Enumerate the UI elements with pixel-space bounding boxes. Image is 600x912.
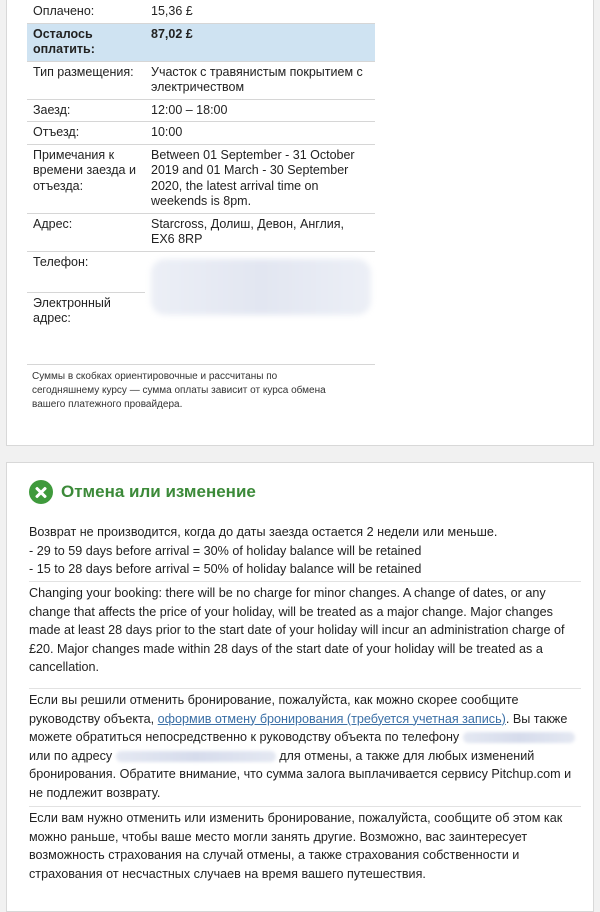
- refund-policy-paragraph: [29, 523, 581, 579]
- cancellation-title: Отмена или изменение: [61, 482, 256, 501]
- redacted-email-blur: [116, 751, 276, 762]
- phone-label: Телефон:: [27, 251, 145, 292]
- address-value: Starcross, Долиш, Девон, Англия, EX6 8RP: [145, 213, 375, 251]
- row-check-out: [27, 122, 375, 145]
- x-circle-icon: [29, 480, 53, 504]
- redacted-phone-blur: [463, 732, 575, 743]
- row-accommodation-type: [27, 61, 375, 99]
- email-label: Электронный адрес:: [27, 292, 145, 330]
- divider: [29, 688, 581, 689]
- balance-due-label: Осталось оплатить:: [27, 23, 145, 61]
- row-address: [27, 213, 375, 251]
- row-paid: [27, 1, 375, 23]
- redacted-contact-blur: [151, 259, 371, 315]
- cancel-instructions-text-1: Если вы решили отменить бронирование, пожалуйста, как можно скорее сообщите руководству объекта,: [29, 693, 519, 726]
- check-in-value: 12:00 – 18:00: [145, 99, 375, 122]
- currency-footnote: Суммы в скобках ориентировочные и рассчитаны по сегодняшнему курсу — сумма оплаты зависит от курса обмена вашего платежного провайдера.: [32, 371, 326, 410]
- cancel-instructions-text-2: . Вы также можете обратиться непосредственно к руководству объекта по телефону: [29, 711, 568, 745]
- row-arrival-notes: [27, 144, 375, 213]
- booking-details-table: [27, 1, 375, 330]
- cancellation-header: [29, 479, 256, 505]
- cancel-booking-link[interactable]: оформив отмену бронирования (требуется учетная запись): [157, 711, 506, 726]
- divider: [29, 581, 581, 582]
- contact-redacted-value: [145, 251, 375, 330]
- check-out-label: Отъезд:: [27, 122, 145, 145]
- footnote-divider: [27, 364, 375, 365]
- booking-details-card: [6, 0, 594, 446]
- arrival-notes-value: Between 01 September - 31 October 2019 and 01 March - 30 September 2020, the latest arrival time on weekends is 8pm.: [145, 144, 375, 213]
- accommodation-type-label: Тип размещения:: [27, 61, 145, 99]
- check-out-value: 10:00: [145, 122, 375, 145]
- refund-policy-line-3: - 15 to 28 days before arrival = 50% of holiday balance will be retained: [29, 562, 422, 577]
- row-check-in: [27, 99, 375, 122]
- cancel-instructions-paragraph: [29, 691, 581, 803]
- insurance-paragraph: Если вам нужно отменить или изменить бронирование, пожалуйста, сообщите об этом как можно раньше, чтобы ваше место могли занять другие. Возможно, вас заинтересует возможность страхования на случай отмены, а также страхования собственности и страхования от несчастных случаев на время вашего путешествия.: [29, 811, 563, 881]
- paid-label: Оплачено:: [33, 4, 95, 18]
- paid-value: 15,36 £: [151, 4, 193, 18]
- row-phone: [27, 251, 375, 292]
- cancel-instructions-text-3: или по адресу: [29, 748, 116, 763]
- address-label: Адрес:: [27, 213, 145, 251]
- arrival-notes-label: Примечания к времени заезда и отъезда:: [27, 144, 145, 213]
- cancellation-card: [6, 462, 594, 912]
- divider: [29, 806, 581, 807]
- refund-policy-line-1: Возврат не производится, когда до даты заезда остается 2 недели или меньше.: [29, 525, 498, 539]
- changes-policy-paragraph: Changing your booking: there will be no charge for minor changes. A change of dates, or any change that affects the price of your holiday, will be treated as a major change. Major changes made at least 28 days prior to the start date of your holiday will incur an administration charge of £20. Major changes made within 28 days of the start date of your holiday will be treated as a cancellation.: [29, 586, 565, 675]
- accommodation-type-value: Участок с травянистым покрытием с электричеством: [145, 61, 375, 99]
- cancel-instructions-text-4: для отмены, а также для любых изменений бронирования. Обратите внимание, что сумма залога выплачивается сервису Pitchup.com и не подлежит возврату.: [29, 748, 572, 800]
- refund-policy-line-2: - 29 to 59 days before arrival = 30% of holiday balance will be retained: [29, 543, 422, 558]
- row-balance-due: [27, 23, 375, 61]
- balance-due-value: 87,02 £: [145, 23, 375, 61]
- check-in-label: Заезд:: [27, 99, 145, 122]
